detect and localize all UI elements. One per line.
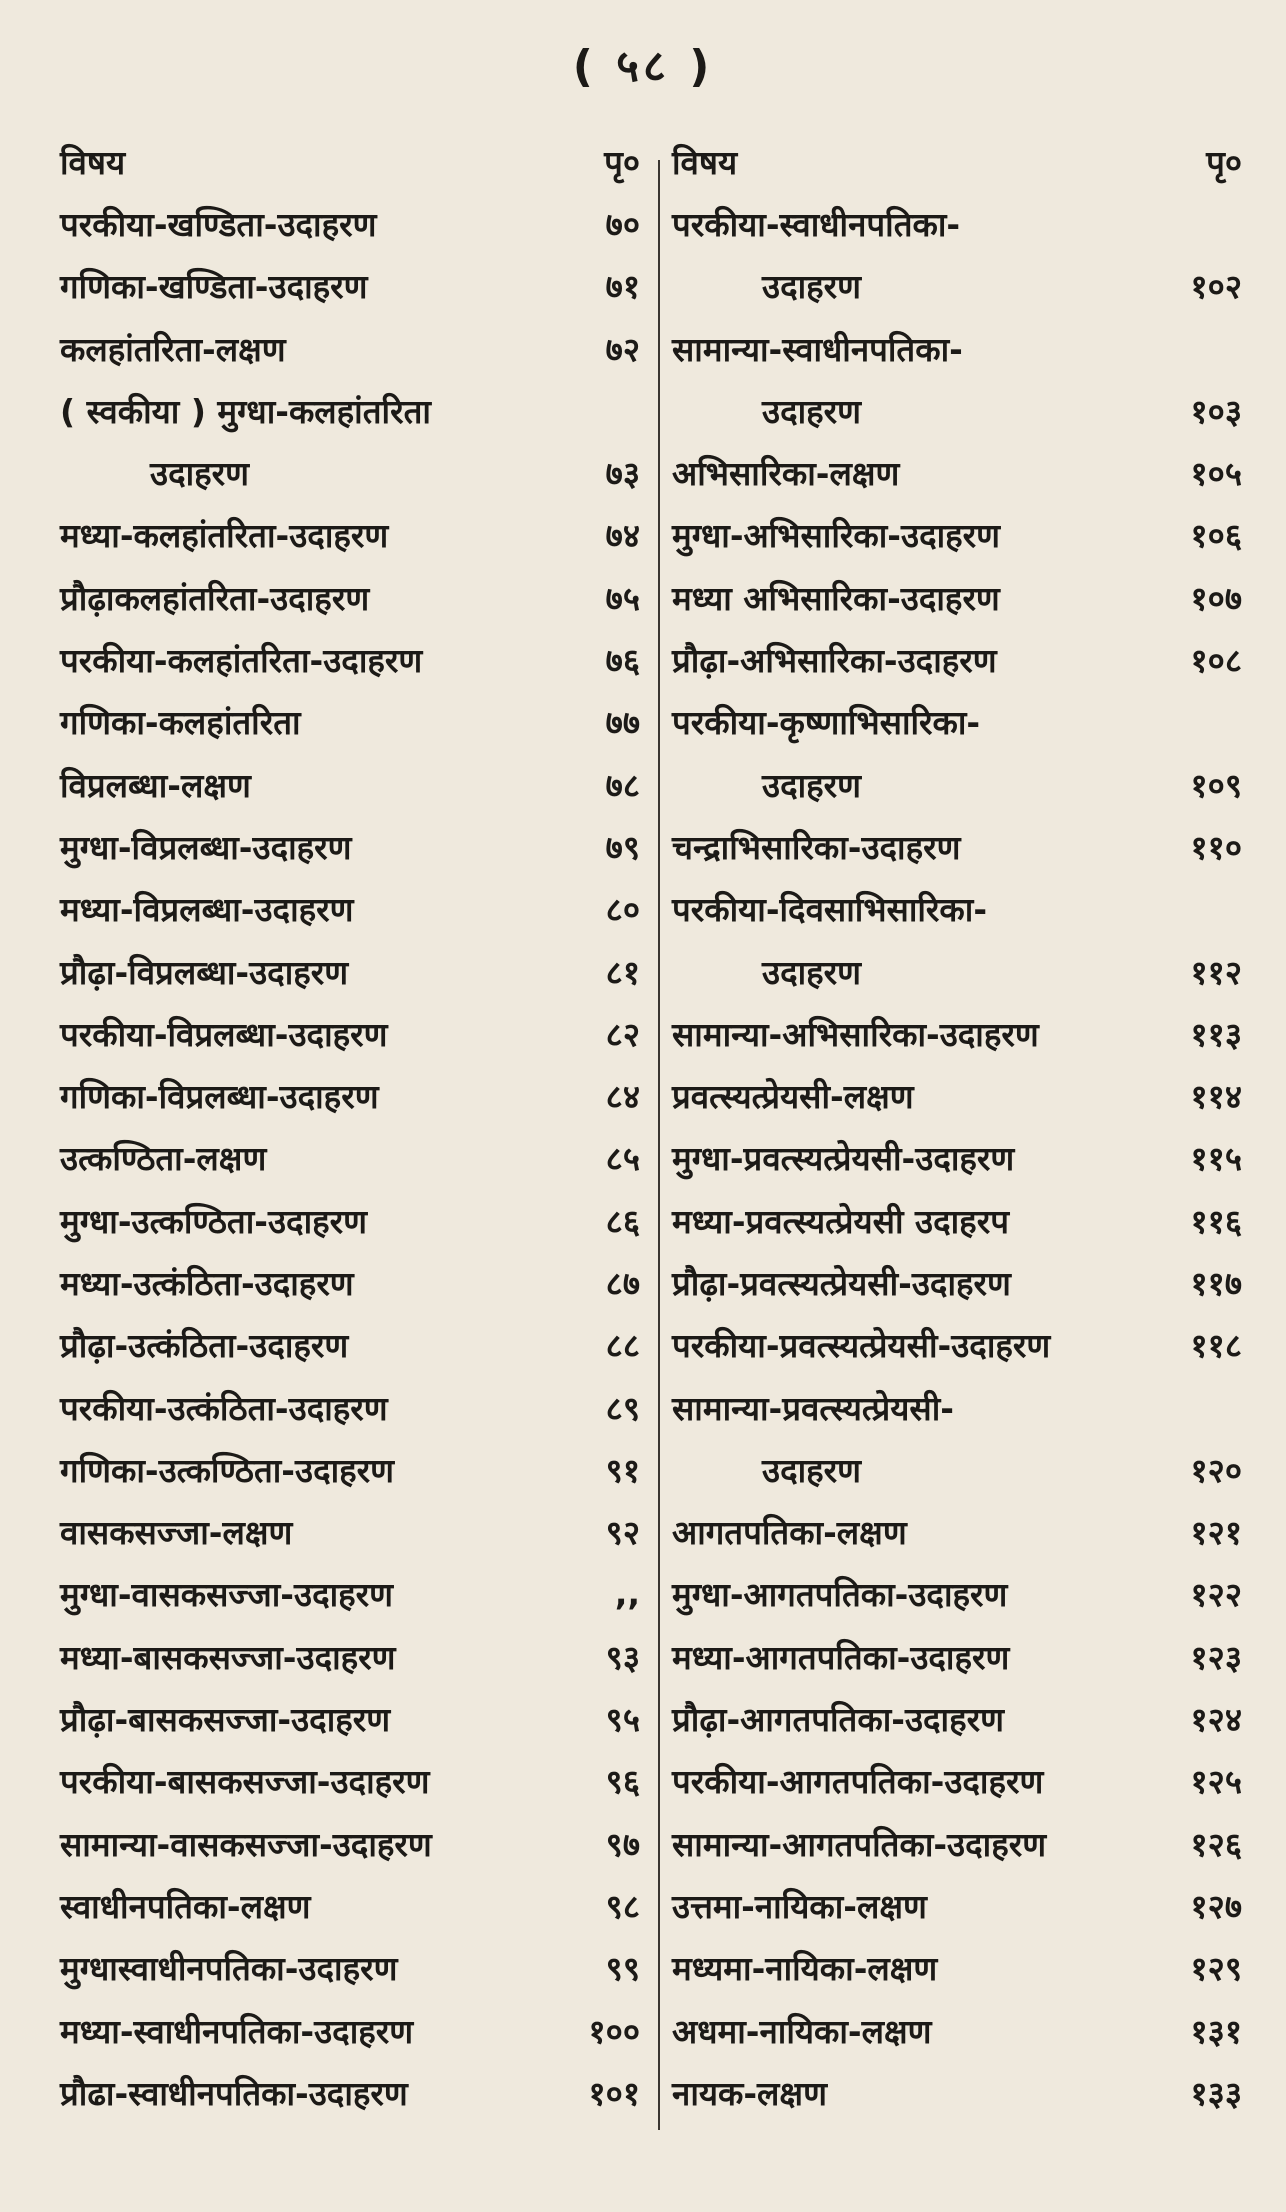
entry-title: परकीया-कृष्णाभिसारिका-	[672, 703, 981, 743]
toc-entry	[60, 1999, 640, 2061]
entry-page-number: ८५	[605, 1139, 640, 1179]
entry-title: उदाहरण	[762, 391, 862, 431]
entry-page-number: १२९	[1190, 1949, 1242, 1989]
toc-entry	[672, 566, 1242, 628]
toc-entry	[672, 317, 1242, 379]
toc-entry	[60, 628, 640, 690]
entry-title: सामान्या-अभिसारिका-उदाहरण	[672, 1014, 1039, 1054]
toc-entry	[60, 878, 640, 940]
entry-page-number: १०८	[1190, 641, 1242, 681]
entry-page-number: ७१	[605, 267, 640, 307]
right-entries	[672, 192, 1242, 2123]
toc-entry	[672, 379, 1242, 441]
entry-page-number: १२०	[1190, 1450, 1242, 1490]
toc-entry	[672, 1314, 1242, 1376]
entry-page-number: ९५	[605, 1700, 640, 1740]
entry-title: स्वाधीनपतिका-लक्षण	[60, 1886, 311, 1926]
entry-page-number: १२४	[1190, 1700, 1242, 1740]
entry-page-number: ८४	[605, 1077, 640, 1117]
entry-title: प्रौढ़ा-विप्रलब्धा-उदाहरण	[60, 952, 349, 992]
toc-entry	[672, 1376, 1242, 1438]
entry-page-number: ११८	[1190, 1326, 1242, 1366]
toc-entry	[60, 1687, 640, 1749]
right-header-page: पृ०	[1206, 142, 1242, 182]
toc-entry	[60, 504, 640, 566]
toc-entry	[60, 1438, 640, 1500]
entry-title: प्रौढ़ा-उत्कंठिता-उदाहरण	[60, 1326, 349, 1366]
toc-entry	[672, 940, 1242, 1002]
entry-page-number: ११२	[1190, 952, 1242, 992]
entry-page-number: ९७	[605, 1824, 640, 1864]
toc-entry	[60, 1750, 640, 1812]
entry-page-number: १०५	[1190, 454, 1242, 494]
toc-entry	[60, 1874, 640, 1936]
entry-title: परकीया-उत्कंठिता-उदाहरण	[60, 1388, 388, 1428]
entry-title: प्रौढ़ा-अभिसारिका-उदाहरण	[672, 641, 997, 681]
entry-page-number: ८८	[605, 1326, 640, 1366]
entry-title: प्रौढा-स्वाधीनपतिका-उदाहरण	[60, 2073, 408, 2113]
entry-page-number: १०१	[588, 2073, 640, 2113]
entry-title: उदाहरण	[762, 1450, 862, 1490]
entry-title: उत्तमा-नायिका-लक्षण	[672, 1886, 927, 1926]
entry-page-number: १३१	[1190, 2011, 1242, 2051]
toc-entry	[672, 192, 1242, 254]
entry-title: ( स्वकीया ) मुग्धा-कलहांतरिता	[60, 391, 431, 431]
entry-title: प्रौढ़ा-प्रवत्स्यत्प्रेयसी-उदाहरण	[672, 1263, 1011, 1303]
entry-page-number: ७०	[605, 204, 640, 244]
entry-page-number: ८७	[605, 1263, 640, 1303]
entry-title: सामान्या-वासकसज्जा-उदाहरण	[60, 1824, 432, 1864]
toc-entry	[60, 1563, 640, 1625]
entry-title: मध्या अभिसारिका-उदाहरण	[672, 578, 1000, 618]
entry-title: मध्यमा-नायिका-लक्षण	[672, 1949, 938, 1989]
entry-title: नायक-लक्षण	[672, 2073, 827, 2113]
left-header-subject: विषय	[60, 142, 126, 182]
entry-title: गणिका-विप्रलब्धा-उदाहरण	[60, 1077, 379, 1117]
toc-entry	[60, 691, 640, 753]
entry-title: प्रवत्स्यत्प्रेयसी-लक्षण	[672, 1077, 914, 1117]
entry-page-number: ७६	[605, 641, 640, 681]
entry-page-number: ११४	[1190, 1077, 1242, 1117]
entry-title: विप्रलब्धा-लक्षण	[60, 765, 251, 805]
toc-entry	[60, 317, 640, 379]
toc-entry	[60, 1937, 640, 1999]
entry-page-number: १०६	[1190, 516, 1242, 556]
toc-entry	[672, 628, 1242, 690]
entry-title: परकीया-स्वाधीनपतिका-	[672, 204, 961, 244]
toc-entry	[672, 1127, 1242, 1189]
entry-page-number: १२३	[1190, 1637, 1242, 1677]
entry-title: मध्या-प्रवत्स्यत्प्रेयसी उदाहरप	[672, 1201, 1009, 1241]
entry-page-number: ११७	[1190, 1263, 1242, 1303]
entry-page-number: ९१	[605, 1450, 640, 1490]
entry-page-number: १२१	[1190, 1513, 1242, 1553]
entry-page-number: ७३	[605, 454, 640, 494]
toc-entry	[672, 255, 1242, 317]
toc-entry	[672, 815, 1242, 877]
entry-page-number: ९३	[605, 1637, 640, 1677]
entry-title: उदाहरण	[762, 267, 862, 307]
entry-title: मुग्धा-उत्कण्ठिता-उदाहरण	[60, 1201, 368, 1241]
toc-entry	[60, 1376, 640, 1438]
entry-title: उदाहरण	[150, 454, 250, 494]
entry-title: गणिका-कलहांतरिता	[60, 703, 301, 743]
toc-entry	[60, 192, 640, 254]
entry-page-number: ७८	[605, 765, 640, 805]
entry-page-number: ९८	[605, 1886, 640, 1926]
entry-page-number: १२२	[1190, 1575, 1242, 1615]
entry-title: मध्या-उत्कंठिता-उदाहरण	[60, 1263, 354, 1303]
toc-entry	[672, 1750, 1242, 1812]
toc-entry	[60, 1812, 640, 1874]
entry-page-number: ९२	[605, 1513, 640, 1553]
toc-entry	[672, 1937, 1242, 1999]
entry-page-number: १००	[588, 2011, 640, 2051]
entry-page-number: १०९	[1190, 765, 1242, 805]
entry-page-number: ७९	[605, 827, 640, 867]
entry-page-number: १०३	[1190, 391, 1242, 431]
entry-title: मध्या-स्वाधीनपतिका-उदाहरण	[60, 2011, 414, 2051]
column-divider	[658, 160, 660, 2130]
entry-title: मुग्धा-वासकसज्जा-उदाहरण	[60, 1575, 394, 1615]
entry-page-number: १०२	[1190, 267, 1242, 307]
entry-page-number: ११६	[1190, 1201, 1242, 1241]
toc-entry	[60, 566, 640, 628]
entry-page-number: ८९	[605, 1388, 640, 1428]
entry-page-number: १०७	[1190, 578, 1242, 618]
right-header-subject: विषय	[672, 142, 738, 182]
entry-title: चन्द्राभिसारिका-उदाहरण	[672, 827, 961, 867]
entry-title: सामान्या-प्रवत्स्यत्प्रेयसी-	[672, 1388, 954, 1428]
toc-entry	[60, 1002, 640, 1064]
toc-entry	[672, 1625, 1242, 1687]
toc-entry	[60, 1189, 640, 1251]
entry-title: गणिका-उत्कण्ठिता-उदाहरण	[60, 1450, 395, 1490]
entry-page-number: ११५	[1190, 1139, 1242, 1179]
entry-title: परकीया-खण्डिता-उदाहरण	[60, 204, 377, 244]
toc-entry	[60, 1625, 640, 1687]
toc-entry	[672, 1812, 1242, 1874]
entry-title: मुग्धा-अभिसारिका-उदाहरण	[672, 516, 1001, 556]
entry-page-number: ९९	[605, 1949, 640, 1989]
entry-title: उत्कण्ठिता-लक्षण	[60, 1139, 267, 1179]
entry-title: गणिका-खण्डिता-उदाहरण	[60, 267, 368, 307]
toc-entry	[672, 691, 1242, 753]
entry-title: परकीया-प्रवत्स्यत्प्रेयसी-उदाहरण	[672, 1326, 1051, 1366]
entry-title: आगतपतिका-लक्षण	[672, 1513, 907, 1553]
toc-entry	[60, 379, 640, 441]
entry-page-number: ८०	[605, 890, 640, 930]
entry-page-number: १२७	[1190, 1886, 1242, 1926]
toc-entry	[672, 1064, 1242, 1126]
entry-title: परकीया-कलहांतरिता-उदाहरण	[60, 641, 423, 681]
entry-title: प्रौढ़ा-आगतपतिका-उदाहरण	[672, 1700, 1004, 1740]
left-entries	[60, 192, 640, 2123]
right-column	[672, 130, 1242, 2124]
entry-title: परकीया-बासकसज्जा-उदाहरण	[60, 1762, 430, 1802]
toc-entry	[60, 940, 640, 1002]
entry-page-number: ११३	[1190, 1014, 1242, 1054]
toc-entry	[672, 1687, 1242, 1749]
entry-page-number: ७२	[605, 329, 640, 369]
entry-page-number: ७५	[605, 578, 640, 618]
toc-entry	[60, 1501, 640, 1563]
toc-entry	[60, 255, 640, 317]
entry-title: सामान्या-स्वाधीनपतिका-	[672, 329, 963, 369]
toc-entry	[672, 1563, 1242, 1625]
toc-entry	[60, 753, 640, 815]
toc-entry	[672, 1874, 1242, 1936]
toc-entry	[672, 1189, 1242, 1251]
toc-entry	[672, 1999, 1242, 2061]
entry-page-number: ९६	[605, 1762, 640, 1802]
entry-page-number: १२५	[1190, 1762, 1242, 1802]
left-header-page: पृ०	[604, 142, 640, 182]
toc-entry	[672, 2061, 1242, 2123]
entry-title: वासकसज्जा-लक्षण	[60, 1513, 293, 1553]
toc-entry	[672, 441, 1242, 503]
entry-title: मध्या-विप्रलब्धा-उदाहरण	[60, 890, 354, 930]
toc-entry	[672, 1501, 1242, 1563]
toc-entry	[60, 2061, 640, 2123]
entry-title: उदाहरण	[762, 765, 862, 805]
entry-page-number: ८२	[605, 1014, 640, 1054]
toc-entry	[672, 878, 1242, 940]
entry-page-number: ८१	[605, 952, 640, 992]
toc-entry	[672, 1002, 1242, 1064]
entry-page-number: ७४	[605, 516, 640, 556]
entry-title: मध्या-कलहांतरिता-उदाहरण	[60, 516, 389, 556]
toc-entry	[60, 1251, 640, 1313]
entry-page-number: १२६	[1190, 1824, 1242, 1864]
entry-title: अभिसारिका-लक्षण	[672, 454, 900, 494]
entry-title: प्रौढ़ा-बासकसज्जा-उदाहरण	[60, 1700, 391, 1740]
entry-title: अधमा-नायिका-लक्षण	[672, 2011, 932, 2051]
entry-title: प्रौढ़ाकलहांतरिता-उदाहरण	[60, 578, 370, 618]
toc-entry	[672, 753, 1242, 815]
entry-title: मध्या-आगतपतिका-उदाहरण	[672, 1637, 1010, 1677]
toc-entry	[60, 1127, 640, 1189]
entry-title: मुग्धास्वाधीनपतिका-उदाहरण	[60, 1949, 398, 1989]
toc-entry	[60, 441, 640, 503]
left-header	[60, 130, 640, 192]
entry-page-number: १३३	[1190, 2073, 1242, 2113]
entry-title: परकीया-आगतपतिका-उदाहरण	[672, 1762, 1044, 1802]
entry-title: परकीया-दिवसाभिसारिका-	[672, 890, 988, 930]
entry-title: परकीया-विप्रलब्धा-उदाहरण	[60, 1014, 388, 1054]
entry-page-number: ,,	[614, 1574, 640, 1614]
right-header	[672, 130, 1242, 192]
entry-title: मध्या-बासकसज्जा-उदाहरण	[60, 1637, 396, 1677]
left-column	[60, 130, 640, 2124]
entry-title: मुग्धा-विप्रलब्धा-उदाहरण	[60, 827, 352, 867]
toc-entry	[60, 1064, 640, 1126]
page-number: ( ५८ )	[572, 41, 714, 92]
entry-page-number: ७७	[605, 703, 640, 743]
entry-title: कलहांतरिता-लक्षण	[60, 329, 286, 369]
toc-entry	[60, 1314, 640, 1376]
entry-title: सामान्या-आगतपतिका-उदाहरण	[672, 1824, 1047, 1864]
toc-entry	[672, 1438, 1242, 1500]
entry-page-number: ८६	[605, 1201, 640, 1241]
toc-entry	[60, 815, 640, 877]
toc-entry	[672, 504, 1242, 566]
entry-title: मुग्धा-आगतपतिका-उदाहरण	[672, 1575, 1008, 1615]
entry-page-number: ११०	[1190, 827, 1242, 867]
toc-entry	[672, 1251, 1242, 1313]
entry-title: मुग्धा-प्रवत्स्यत्प्रेयसी-उदाहरण	[672, 1139, 1015, 1179]
entry-title: उदाहरण	[762, 952, 862, 992]
